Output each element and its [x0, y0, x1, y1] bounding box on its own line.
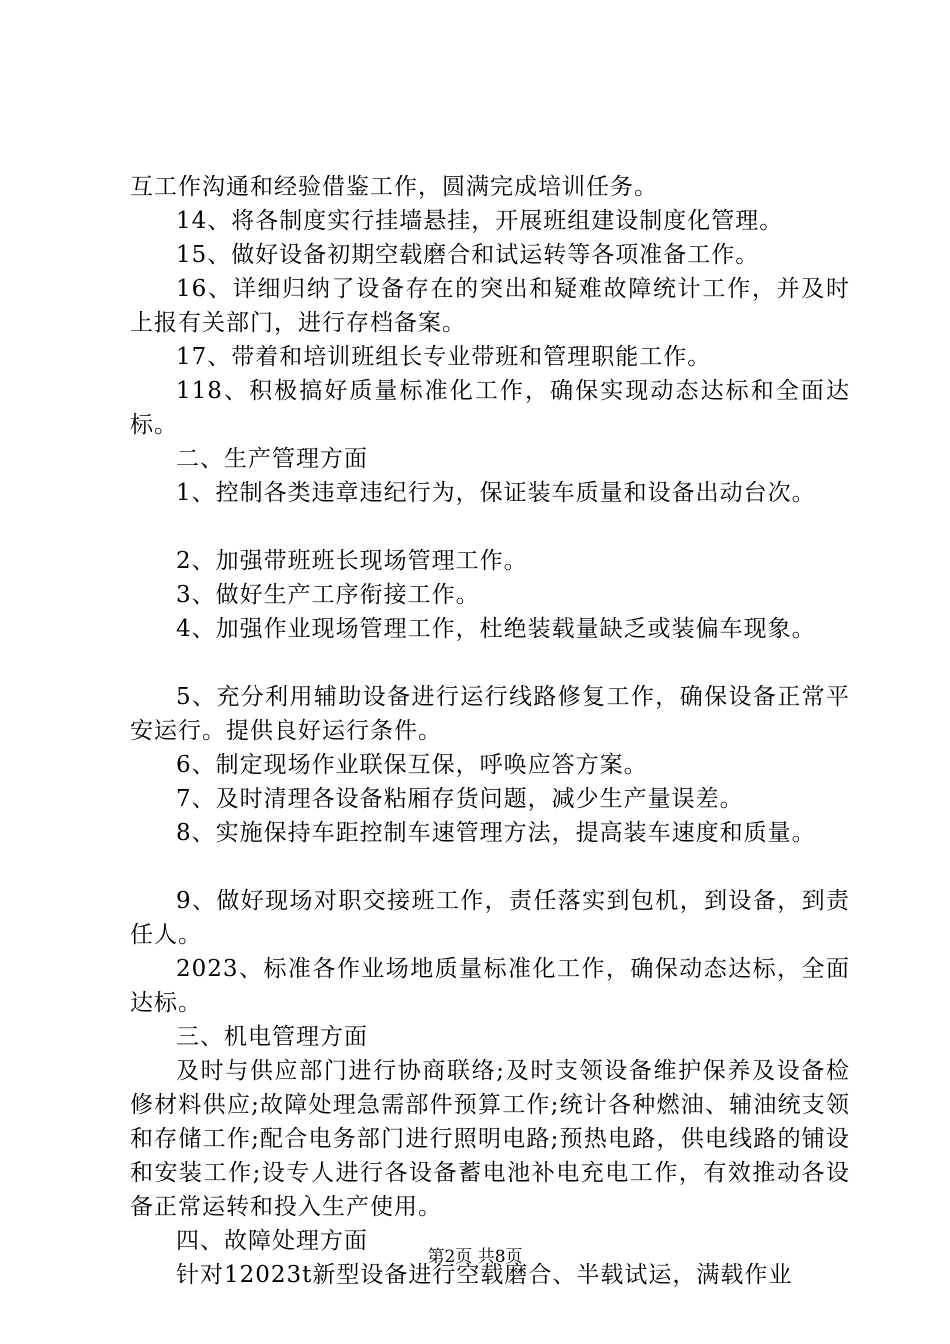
paragraph: 3、做好生产工序衔接工作。	[176, 582, 480, 608]
section-heading: 四、故障处理方面	[176, 1228, 368, 1254]
paragraph: 8、实施保持车距控制车速管理方法，提高装车速度和质量。	[176, 820, 816, 846]
section-heading: 二、生产管理方面	[176, 446, 368, 472]
paragraph: 4、加强作业现场管理工作，杜绝装载量缺乏或装偏车现象。	[176, 616, 816, 642]
paragraph: 2、加强带班班长现场管理工作。	[176, 548, 528, 574]
paragraph: 16、详细归纳了设备存在的突出和疑难故障统计工作，并及时上报有关部门，进行存档备案。	[130, 276, 850, 336]
paragraph: 14、将各制度实行挂墙悬挂，开展班组建设制度化管理。	[176, 208, 784, 234]
blank-line	[130, 850, 850, 884]
paragraph: 9、做好现场对职交接班工作，责任落实到包机，到设备，到责任人。	[130, 888, 850, 948]
page-number-footer: 第2页 共8页	[427, 1247, 523, 1267]
paragraph: 5、充分利用辅助设备进行运行线路修复工作，确保设备正常平安运行。提供良好运行条件。	[130, 684, 850, 744]
paragraph: 6、制定现场作业联保互保，呼唤应答方案。	[176, 752, 648, 778]
paragraph: 7、及时清理各设备粘厢存货问题，减少生产量误差。	[176, 786, 744, 812]
section-heading: 三、机电管理方面	[176, 1024, 368, 1050]
paragraph: 15、做好设备初期空载磨合和试运转等各项准备工作。	[176, 242, 760, 268]
blank-line	[130, 646, 850, 680]
paragraph: 针对12023t新型设备进行空载磨合、半载试运，满载作业	[176, 1262, 793, 1288]
blank-line	[130, 510, 850, 544]
paragraph: 118、积极搞好质量标准化工作，确保实现动态达标和全面达标。	[130, 378, 850, 438]
paragraph: 2023、标准各作业场地质量标准化工作，确保动态达标，全面达标。	[130, 956, 850, 1016]
paragraph: 17、带着和培训班组长专业带班和管理职能工作。	[176, 344, 712, 370]
paragraph: 及时与供应部门进行协商联络;及时支领设备维护保养及设备检修材料供应;故障处理急需部件预算工作;统计各种燃油、辅油统支领和存储工作;配合电务部门进行照明电路;预热电路，供电线路的铺设和安装工作;设专人进行各设备蓄电池补电充电工作，有效推动各设备正常运转和投入生产使用。	[130, 1058, 850, 1220]
paragraph: 互工作沟通和经验借鉴工作，圆满完成培训任务。	[130, 174, 658, 200]
document-body	[130, 170, 850, 1292]
paragraph: 1、控制各类违章违纪行为，保证装车质量和设备出动台次。	[176, 480, 816, 506]
